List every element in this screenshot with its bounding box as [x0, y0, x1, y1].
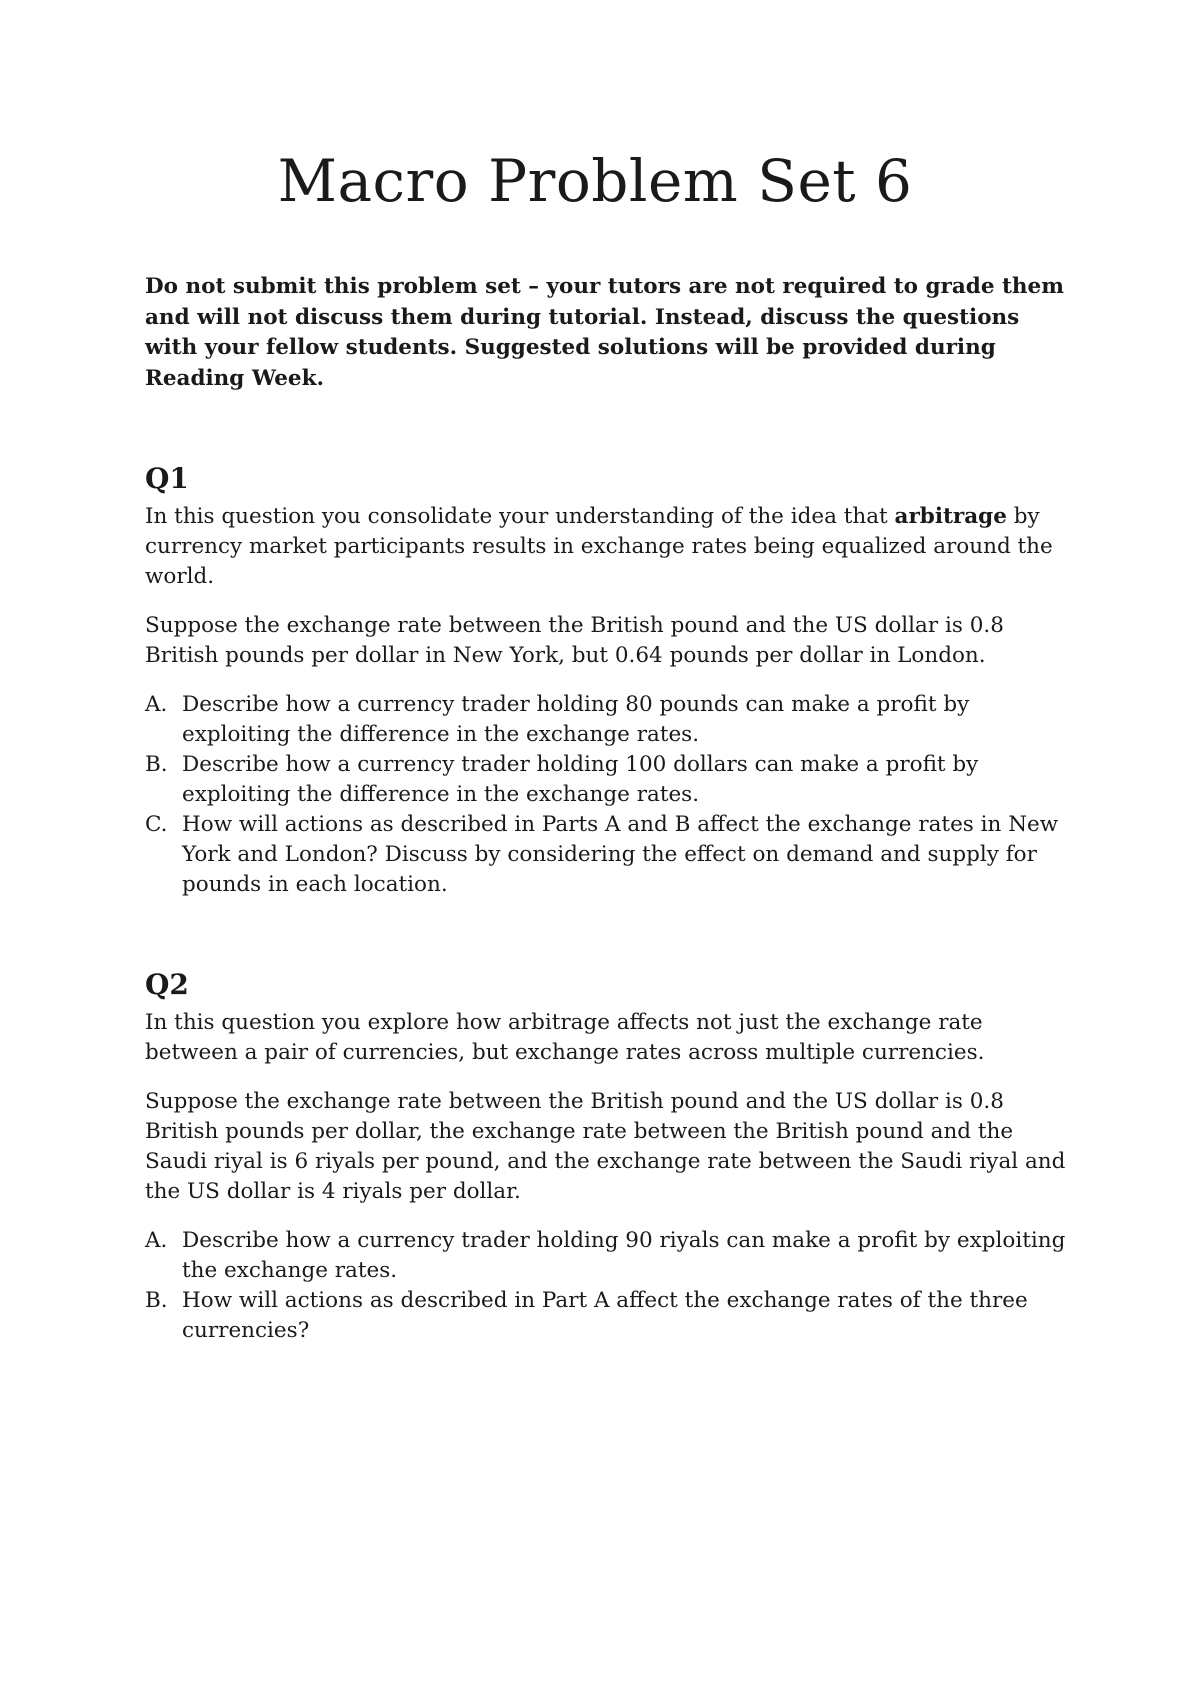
part-text: How will actions as described in Parts A and B affect the exchange rates in New York and London? Discuss by considering the effect on demand and supply for pounds in each location.	[182, 811, 1059, 897]
part-marker: B.	[145, 1287, 168, 1313]
question-1-setup: Suppose the exchange rate between the British pound and the US dollar is 0.8 British pounds per dollar in New York, but 0.64 pounds per dollar in London.	[145, 612, 1004, 668]
question-2-section	[145, 968, 1075, 1346]
question-1-intro	[145, 502, 1075, 592]
question-2-part-b	[145, 1286, 1075, 1346]
part-text: How will actions as described in Part A affect the exchange rates of the three currencies?	[182, 1287, 1028, 1343]
question-1-part-a	[145, 690, 1075, 750]
question-1-intro-bold-term: arbitrage	[894, 503, 1007, 529]
question-1-part-c	[145, 810, 1075, 900]
question-2-heading: Q2	[145, 968, 189, 1001]
question-2-setup: Suppose the exchange rate between the British pound and the US dollar is 0.8 British pounds per dollar, the exchange rate between the British pound and the Saudi riyal is 6 riyals per pound, and the exchange rate between the Saudi riyal and the US dollar is 4 riyals per dollar.	[145, 1088, 1066, 1204]
part-marker: A.	[145, 1227, 168, 1253]
page-title: Macro Problem Set 6	[277, 147, 913, 215]
question-1-part-b	[145, 750, 1075, 810]
question-2-parts-list	[145, 1226, 1075, 1346]
part-text: Describe how a currency trader holding 100 dollars can make a profit by exploiting the difference in the exchange rates.	[182, 751, 979, 807]
question-1-parts-list	[145, 690, 1075, 900]
question-1-intro-start: In this question you consolidate your understanding of the idea that	[145, 503, 895, 529]
part-marker: A.	[145, 691, 168, 717]
part-marker: B.	[145, 751, 168, 777]
question-1-heading: Q1	[145, 462, 189, 495]
instructions-paragraph: Do not submit this problem set – your tutors are not required to grade them and will not discuss them during tutorial. Instead, discuss the questions with your fellow students. Suggested solutions will be provided during Reading Week.	[145, 274, 1064, 391]
question-2-intro: In this question you explore how arbitrage affects not just the exchange rate between a pair of currencies, but exchange rates across multiple currencies.	[145, 1009, 985, 1065]
part-text: Describe how a currency trader holding 80 pounds can make a profit by exploiting the difference in the exchange rates.	[182, 691, 970, 747]
question-2-part-a	[145, 1226, 1075, 1286]
part-marker: C.	[145, 811, 168, 837]
part-text: Describe how a currency trader holding 90 riyals can make a profit by exploiting the exchange rates.	[182, 1227, 1066, 1283]
question-1-section	[145, 462, 1075, 900]
question-1-intro-end: by currency market participants results in exchange rates being equalized around the world.	[145, 503, 1053, 589]
